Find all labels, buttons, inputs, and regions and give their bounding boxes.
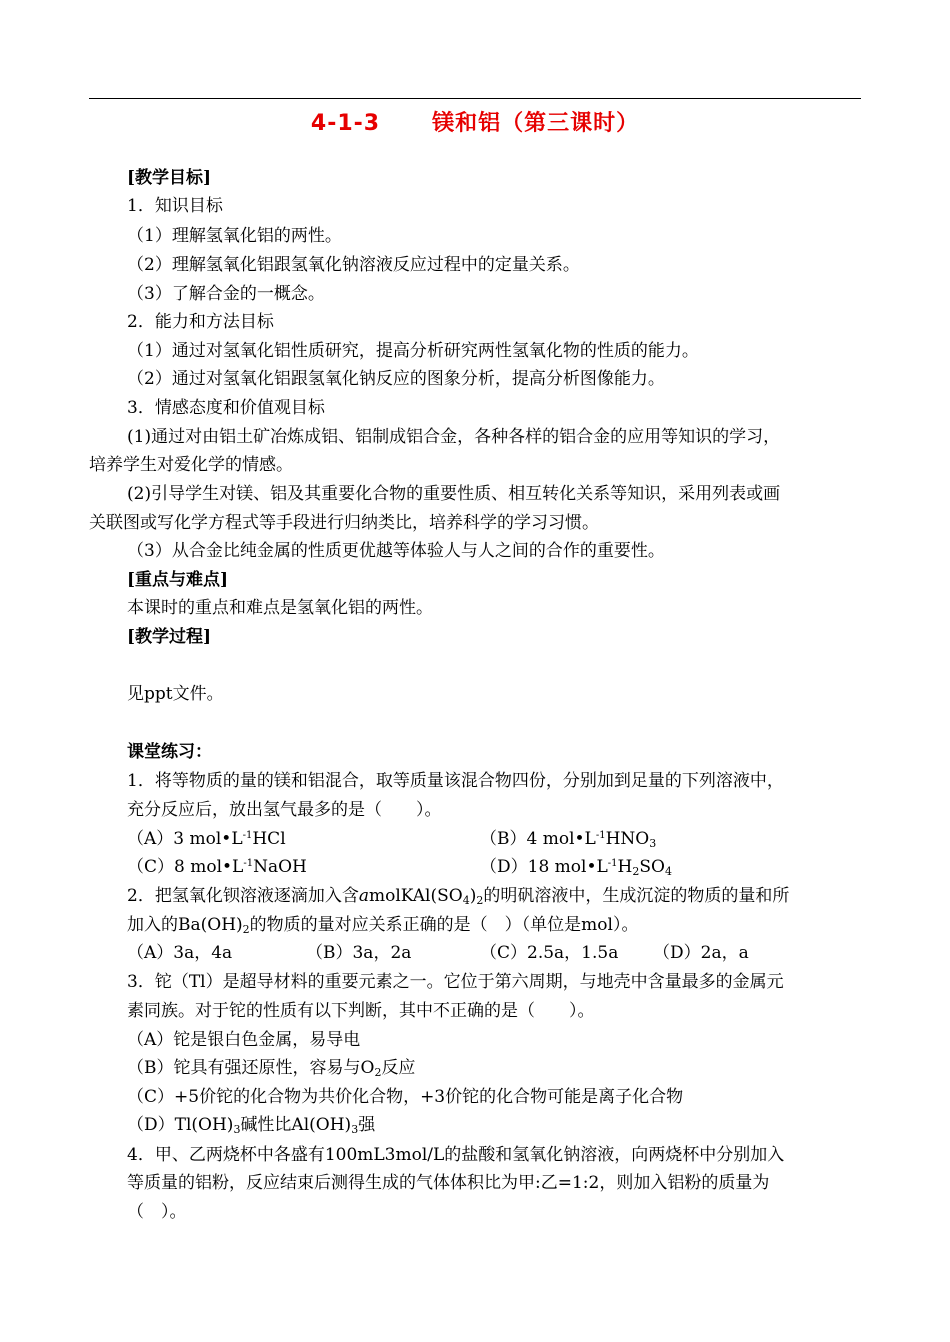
q3-option-b: （B）铊具有强还原性，容易与$O_2$反应	[127, 1058, 416, 1079]
focus-heading: [重点与难点]	[127, 570, 229, 590]
q2-line-2: 加入的$Ba(OH)_2$的物质的量对应关系正确的是（ ）（单位是mol）。	[127, 915, 639, 936]
objectives-heading: [教学目标]	[127, 168, 212, 188]
ability-item-1: （1）通过对氢氧化铝性质研究，提高分析研究两性氢氧化物的性质的能力。	[127, 341, 699, 361]
knowledge-item-2: （2）理解氢氧化铝跟氢氧化钠溶液反应过程中的定量关系。	[127, 255, 580, 275]
q4-line-1: 4．甲、乙两烧杯中各盛有100mL3mol/L的盐酸和氢氧化钠溶液，向两烧杯中分别加入	[127, 1145, 785, 1165]
q2-option-c: （C）2.5a，1.5a	[480, 943, 619, 963]
knowledge-heading: 1．知识目标	[127, 196, 223, 216]
q3-option-a: （A）铊是银白色金属，易导电	[127, 1030, 361, 1050]
q2-option-d: （D）2a，a	[653, 943, 749, 963]
q1-option-d: （D）18 $mol•L^{-1}H_2SO_4$	[480, 857, 672, 878]
q1-option-c: （C）8 $mol•L^{-1}NaOH$	[127, 857, 307, 877]
attitude-item-3: （3）从合金比纯金属的性质更优越等体验人与人之间的合作的重要性。	[127, 541, 665, 561]
process-heading: [教学过程]	[127, 627, 212, 647]
lesson-code: 4-1-3	[310, 111, 381, 136]
ability-item-2: （2）通过对氢氧化铝跟氢氧化钠反应的图象分析，提高分析图像能力。	[127, 369, 665, 389]
ability-heading: 2．能力和方法目标	[127, 312, 274, 332]
q1-option-b: （B）4 $mol•L^{-1}HNO_3$	[480, 829, 657, 850]
q3-option-c: （C）+5价铊的化合物为共价化合物，+3价铊的化合物可能是离子化合物	[127, 1087, 684, 1107]
header-rule	[89, 98, 861, 99]
exercises-heading: 课堂练习：	[127, 742, 212, 762]
q4-line-2: 等质量的铝粉，反应结束后测得生成的气体体积比为甲:乙=1:2，则加入铝粉的质量为	[127, 1173, 770, 1193]
q1-line-1: 1．将等物质的量的镁和铝混合，取等质量该混合物四份，分别加到足量的下列溶液中，	[127, 771, 784, 791]
knowledge-item-3: （3）了解合金的一概念。	[127, 284, 325, 304]
q3-line-2: 素同族。对于铊的性质有以下判断，其中不正确的是（ ）。	[127, 1001, 595, 1021]
focus-text: 本课时的重点和难点是氢氧化铝的两性。	[127, 598, 433, 618]
attitude-item-2-line-2: 关联图或写化学方程式等手段进行归纳类比，培养科学的学习习惯。	[89, 513, 599, 533]
q4-line-3: （ ）。	[127, 1202, 187, 1222]
q2-option-b: （B）3a，2a	[306, 943, 412, 963]
attitude-item-1-line-2: 培养学生对爱化学的情感。	[89, 455, 293, 475]
q2-option-a: （A）3a，4a	[127, 943, 233, 963]
q2-line-1: 2．把氢氧化钡溶液逐滴加入含$amolKAl(SO_4)_2$的明矾溶液中，生成沉淀的物质的量和所	[127, 886, 790, 907]
process-text: 见ppt文件。	[127, 684, 224, 704]
lesson-title: 镁和铝（第三课时）	[432, 111, 640, 136]
attitude-item-2-line-1: (2)引导学生对镁、铝及其重要化合物的重要性质、相互转化关系等知识，采用列表或画	[127, 484, 781, 504]
q1-option-a: （A）3 $mol•L^{-1}HCl$	[127, 829, 286, 849]
knowledge-item-1: （1）理解氢氧化铝的两性。	[127, 226, 342, 246]
attitude-item-1-line-1: (1)通过对由铝土矿冶炼成铝、铝制成铝合金，各种各样的铝合金的应用等知识的学习，	[127, 427, 781, 447]
page-title	[0, 106, 950, 137]
q3-line-1: 3．铊（Tl）是超导材料的重要元素之一。它位于第六周期，与地壳中含量最多的金属元	[127, 972, 784, 992]
q3-option-d: $(D)Tl(OH)_3$碱性比$Al(OH)_3$强	[127, 1115, 376, 1136]
attitude-heading: 3．情感态度和价值观目标	[127, 398, 325, 418]
q1-line-2: 充分反应后，放出氢气最多的是（ ）。	[127, 800, 442, 820]
